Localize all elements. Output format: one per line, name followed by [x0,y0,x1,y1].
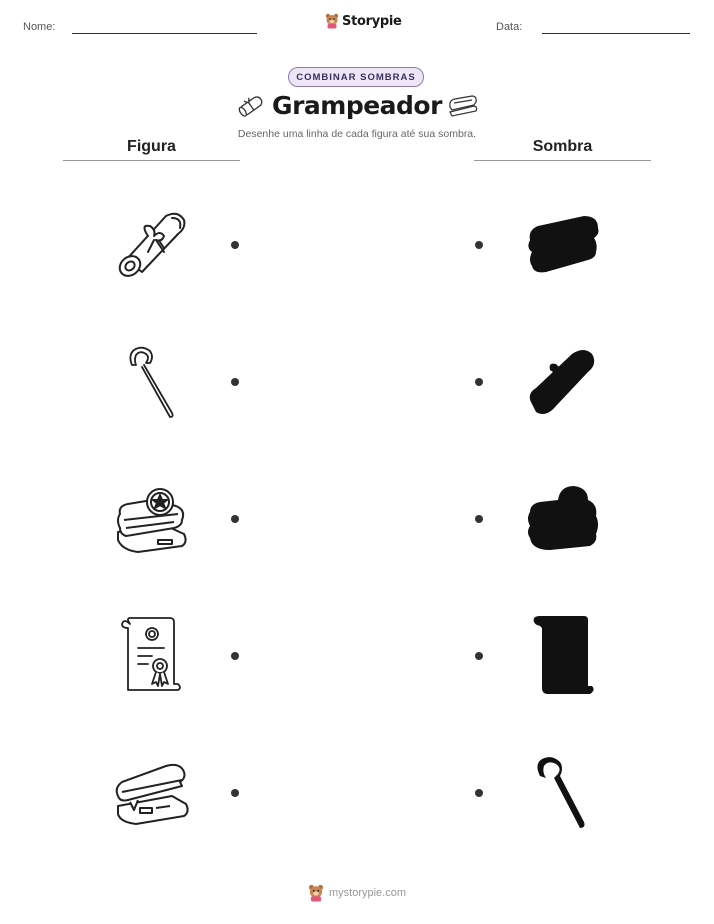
figure-dot-2[interactable] [231,378,239,386]
shadow-dot-2[interactable] [475,378,483,386]
certificate-icon[interactable] [118,616,186,694]
shadow-dot-3[interactable] [475,515,483,523]
stapler-shadow[interactable] [524,212,602,276]
activity-badge: COMBINAR SOMBRAS [288,67,424,87]
shadow-column-heading: Sombra [532,138,593,155]
figure-dot-3[interactable] [231,515,239,523]
shadow-dot-4[interactable] [475,652,483,660]
date-line[interactable] [542,33,690,34]
figure-dot-5[interactable] [231,789,239,797]
shadow-column-rule [474,160,651,161]
certificate-shadow[interactable] [530,616,596,696]
stapler-star-shadow[interactable] [524,484,602,552]
bear-logo-icon [325,13,339,29]
footer [308,884,406,902]
figure-dot-4[interactable] [231,652,239,660]
cane-icon[interactable] [124,345,180,419]
stapler-icon[interactable] [112,760,192,826]
name-label: Nome: [23,21,56,33]
brand-name: Storypie [342,13,402,29]
shadow-dot-1[interactable] [475,241,483,249]
stapler-decor-icon [447,94,479,118]
name-line[interactable] [72,33,257,34]
page-title: Grampeador [272,91,442,120]
brand-logo [325,13,402,29]
bear-footer-icon [308,884,324,902]
footer-url[interactable]: mystorypie.com [329,887,407,899]
figure-dot-1[interactable] [231,241,239,249]
date-label: Data: [496,21,523,33]
diploma-scroll-shadow[interactable] [526,346,598,418]
figure-column-heading: Figura [127,138,176,155]
instruction-text: Desenhe uma linha de cada figura até sua sombra. [237,128,477,140]
cane-shadow[interactable] [534,756,590,830]
diploma-scroll-icon[interactable] [112,208,192,284]
stapler-star-icon[interactable] [112,484,192,554]
shadow-dot-5[interactable] [475,789,483,797]
figure-column-rule [63,160,240,161]
